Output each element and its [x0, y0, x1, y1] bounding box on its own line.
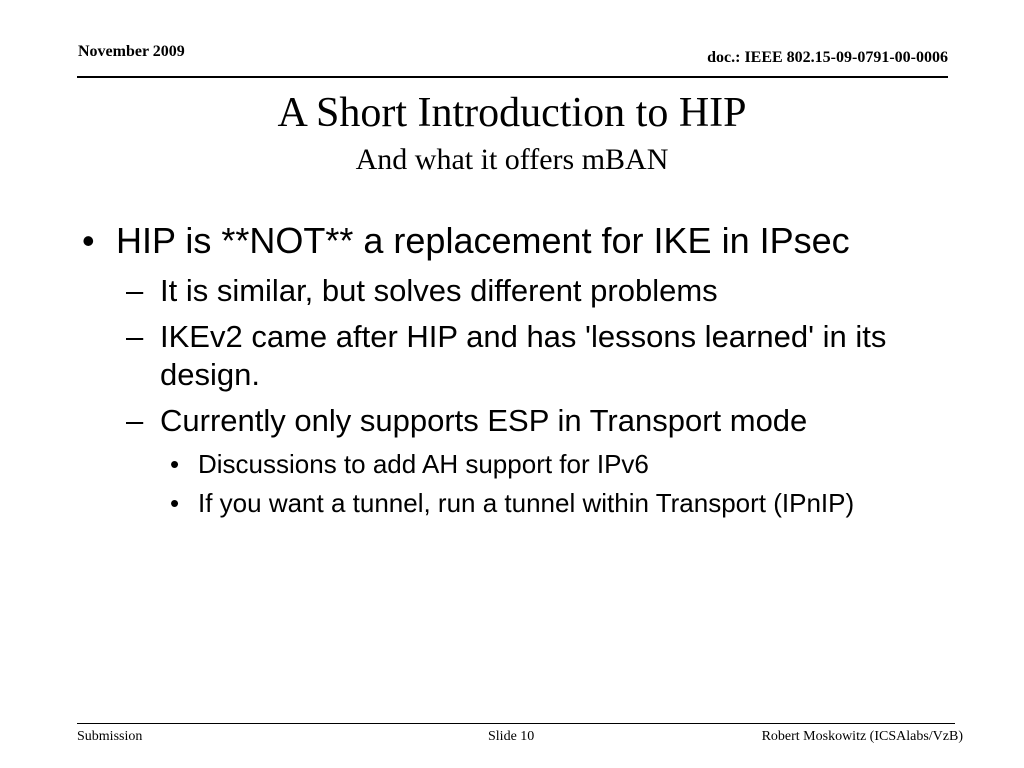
- slide-subtitle: And what it offers mBAN: [355, 143, 669, 176]
- bullet-text: IKEv2 came after HIP and has 'lessons learned' in its design.: [160, 319, 887, 392]
- list-item: [82, 272, 952, 310]
- bullet-list: [82, 220, 952, 526]
- header-doc-id: doc.: IEEE 802.15-09-0791-00-0006: [707, 49, 948, 66]
- bullet-text: Currently only supports ESP in Transport mode: [160, 403, 808, 438]
- bullet-text: It is similar, but solves different problems: [160, 273, 718, 308]
- list-item: [82, 487, 952, 520]
- slide-title: A Short Introduction to HIP: [277, 90, 747, 136]
- footer-rule: [77, 723, 955, 724]
- dash-marker: –: [126, 319, 144, 354]
- header-date: November 2009: [78, 43, 185, 60]
- bullet-marker: •: [170, 449, 180, 479]
- footer-submission: Submission: [77, 729, 143, 744]
- bullet-text: If you want a tunnel, run a tunnel within Transport (IPnIP): [198, 488, 855, 518]
- header-rule: [77, 76, 948, 78]
- bullet-text: HIP is **NOT** a replacement for IKE in IPsec: [116, 220, 850, 261]
- dash-marker: –: [126, 403, 144, 438]
- list-item: [82, 448, 952, 481]
- dash-marker: –: [126, 273, 144, 308]
- bullet-text: Discussions to add AH support for IPv6: [198, 449, 649, 479]
- footer-slide-number: Slide 10: [488, 729, 535, 744]
- list-item: [82, 402, 952, 440]
- list-item: [82, 220, 952, 262]
- list-item: [82, 318, 952, 394]
- footer-author: Robert Moskowitz (ICSAlabs/VzB): [761, 729, 963, 744]
- bullet-marker: •: [82, 220, 95, 261]
- bullet-marker: •: [170, 488, 180, 518]
